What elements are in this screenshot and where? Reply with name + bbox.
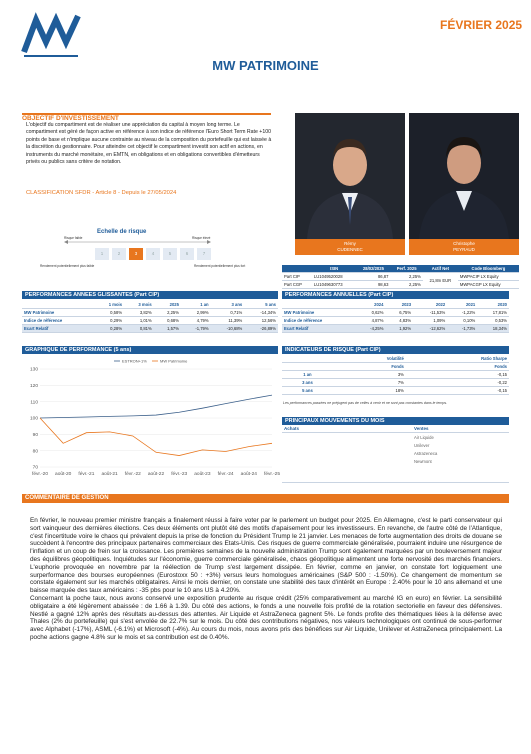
table-cell: -0,15: [406, 371, 509, 379]
series-line: [40, 418, 272, 456]
manager-last-name: CUDENNEC: [337, 246, 363, 252]
table-header: ISIN: [312, 265, 357, 273]
x-tick-label: août-23: [194, 472, 211, 477]
table-cell: 6,75%: [385, 309, 413, 317]
mw-logo: [22, 14, 80, 58]
risk-high-return: Rendement potentiellement plus fort: [194, 264, 246, 268]
table-cell: MW Patrimoine: [282, 309, 355, 317]
table-row: [282, 281, 519, 289]
x-tick-label: févr.-25: [264, 472, 280, 477]
risk-level-box-selected: 3: [129, 248, 143, 260]
rolling-perf-title: PERFORMANCES ANNEES GLISSANTES (Part CIP): [22, 291, 278, 299]
table-cell: -12,62%: [413, 325, 447, 333]
table-cell: 0,28%: [94, 325, 124, 333]
table-row: [282, 273, 519, 281]
y-tick-label: 70: [32, 465, 38, 471]
table-header: Code Bloomberg: [458, 265, 519, 273]
table-cell: MWPACGP LX Equity: [458, 281, 519, 289]
table-row: [22, 309, 278, 317]
objective-title: OBJECTIF D'INVESTISSEMENT: [22, 113, 271, 123]
annual-perf-title: PERFORMANCES ANNUELLES (Part CIP): [282, 291, 509, 299]
table-cell: MWPACIP LX Equity: [458, 273, 519, 281]
list-item: Newmont: [414, 459, 432, 464]
performance-chart: [22, 355, 278, 485]
table-cell: 98,63: [356, 281, 390, 289]
table-cell: Part CGP: [282, 281, 312, 289]
manager-last-name: PEYRAUD: [453, 246, 475, 252]
x-tick-label: févr.-20: [32, 472, 48, 477]
table-cell: 0,58%: [94, 309, 124, 317]
table-row: [282, 387, 509, 395]
fund-name: MW PATRIMOINE: [212, 58, 319, 73]
table-header: 2020: [477, 301, 509, 309]
table-header: 2023: [385, 301, 413, 309]
manager-caption: [295, 239, 405, 255]
series-line: [40, 395, 272, 418]
y-tick-label: 100: [29, 416, 38, 422]
table-cell: -10,68%: [211, 325, 245, 333]
x-tick-label: août-22: [147, 472, 165, 477]
y-tick-label: 80: [32, 449, 38, 455]
table-cell: MW Patrimoine: [22, 309, 94, 317]
risk-scale-title: Echelle de risque: [97, 229, 147, 235]
risk-level-box: 7: [197, 248, 211, 260]
table-row: [282, 379, 509, 387]
perf-chart-title: GRAPHIQUE DE PERFORMANCE (5 ans): [22, 346, 278, 354]
table-cell: 3,82%: [124, 309, 154, 317]
table-cell: 0,10%: [447, 317, 477, 325]
list-item: Unilever: [414, 443, 430, 448]
table-cell: 1,01%: [124, 317, 154, 325]
table-cell: -0,15: [406, 387, 509, 395]
table-header: Ratio Sharpe: [406, 355, 509, 363]
x-tick-label: févr.-24: [217, 472, 234, 477]
x-tick-label: août-24: [240, 472, 257, 477]
table-header: 5 ans: [244, 301, 278, 309]
x-tick-label: août-20: [55, 472, 72, 477]
y-tick-label: 130: [29, 367, 38, 373]
table-cell: Ecart Relatif: [22, 325, 94, 333]
table-cell: 18%: [333, 387, 406, 395]
table-cell: Ecart Relatif: [282, 325, 355, 333]
share-class-table: [282, 265, 519, 289]
table-header: 2024: [355, 301, 385, 309]
risk-level-box: 5: [163, 248, 177, 260]
risk-level-box: 2: [112, 248, 126, 260]
table-header: 28/02/2025: [356, 265, 390, 273]
table-cell: -1,22%: [447, 309, 477, 317]
movements-table: [282, 426, 509, 483]
movements-buys-header: Achats: [284, 426, 300, 431]
risk-level-box: 1: [95, 248, 109, 260]
x-tick-label: févr.-21: [78, 472, 95, 477]
movements-title: PRINCIPAUX MOUVEMENTS DU MOIS: [282, 417, 509, 425]
table-header: Perf. 2025: [390, 265, 422, 273]
table-cell: 0,81%: [124, 325, 154, 333]
table-cell: 1,09%: [413, 317, 447, 325]
manager-first-name: Christophe: [453, 241, 475, 246]
risk-high-label: Risque élevé: [192, 236, 211, 240]
rolling-perf-table: [22, 301, 278, 333]
table-header: 1 mois: [94, 301, 124, 309]
risk-arrow: [64, 239, 211, 245]
table-cell: 3%: [333, 371, 406, 379]
table-cell: 2,25%: [154, 309, 181, 317]
table-cell: -4,25%: [355, 325, 385, 333]
table-cell: 17,81%: [477, 309, 509, 317]
risk-indicators-title: INDICATEURS DE RISQUE (Part CIP): [282, 346, 509, 354]
legend-label: ESTRON+1%: [122, 358, 147, 364]
table-cell: 2,25%: [390, 273, 422, 281]
annual-perf-table: [282, 301, 509, 333]
manager-photo: [409, 113, 519, 239]
table-cell: 1 an: [282, 371, 333, 379]
y-tick-label: 110: [30, 400, 38, 406]
risk-footnote: Les performances passées ne préjugent pas de celles à venir et ne sont pas constantes dans le temps.: [283, 401, 448, 405]
sfdr-classification: CLASSIFICATION SFDR - Article 8 - Depuis le 27/05/2024: [26, 190, 177, 196]
table-header: 1 an: [181, 301, 211, 309]
table-cell: Indice de référence: [282, 317, 355, 325]
table-header: Volatilité: [333, 355, 406, 363]
table-cell: 4,87%: [355, 317, 385, 325]
manager-first-name: Rémy: [344, 241, 356, 246]
risk-level-box: 4: [146, 248, 160, 260]
objective-text: L'objectif du compartiment est de réaliser une appréciation du capital à moyen long terme. Le compartiment est géré de façon active en référence à son indice de référence l'Euro Short Term Rate +100 points de base et n'implique aucune contrainte au niveau de la composition du portefeuille qui est laissée à la discrétion du gestionnaire. Pour atteindre cet objectif le compartiment investit son actif en actions, en instruments du marché monétaire, en EMTN, en obligations et en obligations convertibles d'émetteurs privés ou publics sans critère de notation.: [26, 122, 272, 166]
table-cell: Indice de référence: [22, 317, 94, 325]
y-tick-label: 120: [29, 383, 38, 389]
table-cell: -26,89%: [244, 325, 278, 333]
table-cell: 18,34%: [477, 325, 509, 333]
x-tick-label: août-21: [101, 472, 118, 477]
table-row: [282, 317, 509, 325]
table-cell: 86,87: [356, 273, 390, 281]
table-cell: 2,25%: [390, 281, 422, 289]
table-header: Actif Net: [423, 265, 458, 273]
y-tick-label: 90: [32, 432, 38, 438]
commentary-title: COMMENTAIRE DE GESTION: [22, 494, 509, 503]
table-cell: 5 ans: [282, 387, 333, 395]
table-cell: 0,53%: [477, 317, 509, 325]
table-cell: Part CIP: [282, 273, 312, 281]
table-cell: -11,53%: [413, 309, 447, 317]
table-row: [282, 309, 509, 317]
risk-indicators-table: [282, 355, 509, 395]
table-cell: 0,68%: [154, 317, 181, 325]
table-header: [22, 301, 94, 309]
risk-low-label: Risque faible: [64, 236, 83, 240]
table-cell: 0,71%: [211, 309, 245, 317]
table-cell: 11,39%: [211, 317, 245, 325]
x-tick-label: févr.-23: [171, 472, 188, 477]
table-cell: 0,29%: [94, 317, 124, 325]
commentary-body: [30, 517, 502, 642]
table-cell: -0,22: [406, 379, 509, 387]
table-subheader: [282, 363, 333, 371]
table-cell: 4,79%: [181, 317, 211, 325]
manager-caption: [409, 239, 519, 255]
table-cell: 0,62%: [355, 309, 385, 317]
table-cell: -1,73%: [447, 325, 477, 333]
commentary-paragraph: Concernant la poche taux, nous avons conservé une exposition prudente au risque crédit (25% comparativement au marché IG en euro) en février. La sensibilité obligataire a été légèrement abaissée : de 1.66 à 1.39. Du côté des actions, le fonds a une nouvelle fois profité de la rotation sectorielle en faveur des défensives. Nestlé a gagné 12% après des résultats au-dessus des attentes. Air Liquide et AstraZeneca gagnent 5%. Le fonds profite des thématiques liées à la défense avec Thales (2% du portefeuille) qui s'est envolée de 22.7% sur le mois. Du côté des contributions négatives, nos valeurs technologiques ont continué de sous-performer avec Alphabet (-17%), ASML (-6.1%) et Microsoft (-4%). Au cours du mois, nous avons pris des bénéfices sur Air Liquide, Unilever et AstraZeneca principalement. La poche actions gagne 4.8% sur le mois et sa contribution est de 0.40%.: [30, 594, 502, 641]
table-cell: 12,56%: [244, 317, 278, 325]
table-cell: 7%: [333, 379, 406, 387]
table-subheader: Fonds: [333, 363, 406, 371]
table-cell: LU1049630773: [312, 281, 357, 289]
list-item: Astrazeneca: [414, 451, 438, 456]
risk-low-return: Rendement potentiellement plus faible: [40, 264, 95, 268]
report-month: FÉVRIER 2025: [440, 18, 523, 32]
table-row: [22, 317, 278, 325]
table-header: [282, 301, 355, 309]
table-cell: -1,79%: [181, 325, 211, 333]
x-tick-label: févr.-22: [124, 472, 141, 477]
table-header: 3 ans: [211, 301, 245, 309]
commentary-paragraph: En février, le nouveau premier ministre français a finalement réussi à faire voter par le parlement un budget pour 2025. En Allemagne, c'est le parti conservateur qui sort vainqueur des dernières élections. Ces deux éléments ont plutôt été des motifs d'apaisement pour les investisseurs. En revanche, de l'autre côté de l'Atlantique, c'est l'incertitude voire le chaos qui prévalent depuis la prise de fonction du Président Trump le 21 janvier. Les menaces de forte augmentation des droits de douane se succèdent à l'encontre des principaux partenaires commerciaux des Etats-Unis. Ces risques de guerre commerciale généralisée, pourraient induire une résurgence de l'inflation et un coup de frein sur la croissance. Les premières semaines de la nouvelle administration Trump sont également marquées par un bouleversement majeur des équilibres géopolitiques. Inquiétudes sur l'économie, guerre commerciale généralisée, chaos géopolitique alimentent une forte nervosité des marchés financiers. L'euphorie provoquée en novembre par la réélection de Trump s'est largement dissipée. En février, comme en janvier, on constate fort logiquement une surperformance des bourses européennes (Eurostoxx 50 : +3%) versus leurs homologues américaines (S&P 500 : -1.50%). Ce changement de momentum se constate également sur les marchés obligataires. Ainsi le mois dernier, on constate une stabilité des taux d'intérêt en Europe : 2.40% pour le 10 ans allemand et une baisse marquée des taux américains : -35 pbs pour le 10 ans US à 4.20%.: [30, 517, 502, 595]
risk-level-box: 6: [180, 248, 194, 260]
table-row: [282, 325, 509, 333]
table-cell: 2,99%: [181, 309, 211, 317]
table-header: [282, 265, 312, 273]
legend-label: MW Patrimoine: [160, 358, 188, 364]
table-header: 2022: [413, 301, 447, 309]
table-header: 2025: [154, 301, 181, 309]
movements-sells-header: Ventes: [414, 426, 429, 431]
table-cell: 1,57%: [154, 325, 181, 333]
table-row: [22, 325, 278, 333]
table-subheader: Fonds: [406, 363, 509, 371]
table-cell: -14,34%: [244, 309, 278, 317]
table-header: [282, 355, 333, 363]
manager-photo: [295, 113, 405, 239]
list-item: Air Liquide: [414, 435, 434, 440]
table-header: 3 mois: [124, 301, 154, 309]
table-cell: 1,92%: [385, 325, 413, 333]
table-cell: 21,8m EUR: [423, 273, 458, 289]
table-row: [282, 371, 509, 379]
table-cell: 3 ans: [282, 379, 333, 387]
table-header: 2021: [447, 301, 477, 309]
table-cell: LU1049520028: [312, 273, 357, 281]
table-cell: 4,83%: [385, 317, 413, 325]
